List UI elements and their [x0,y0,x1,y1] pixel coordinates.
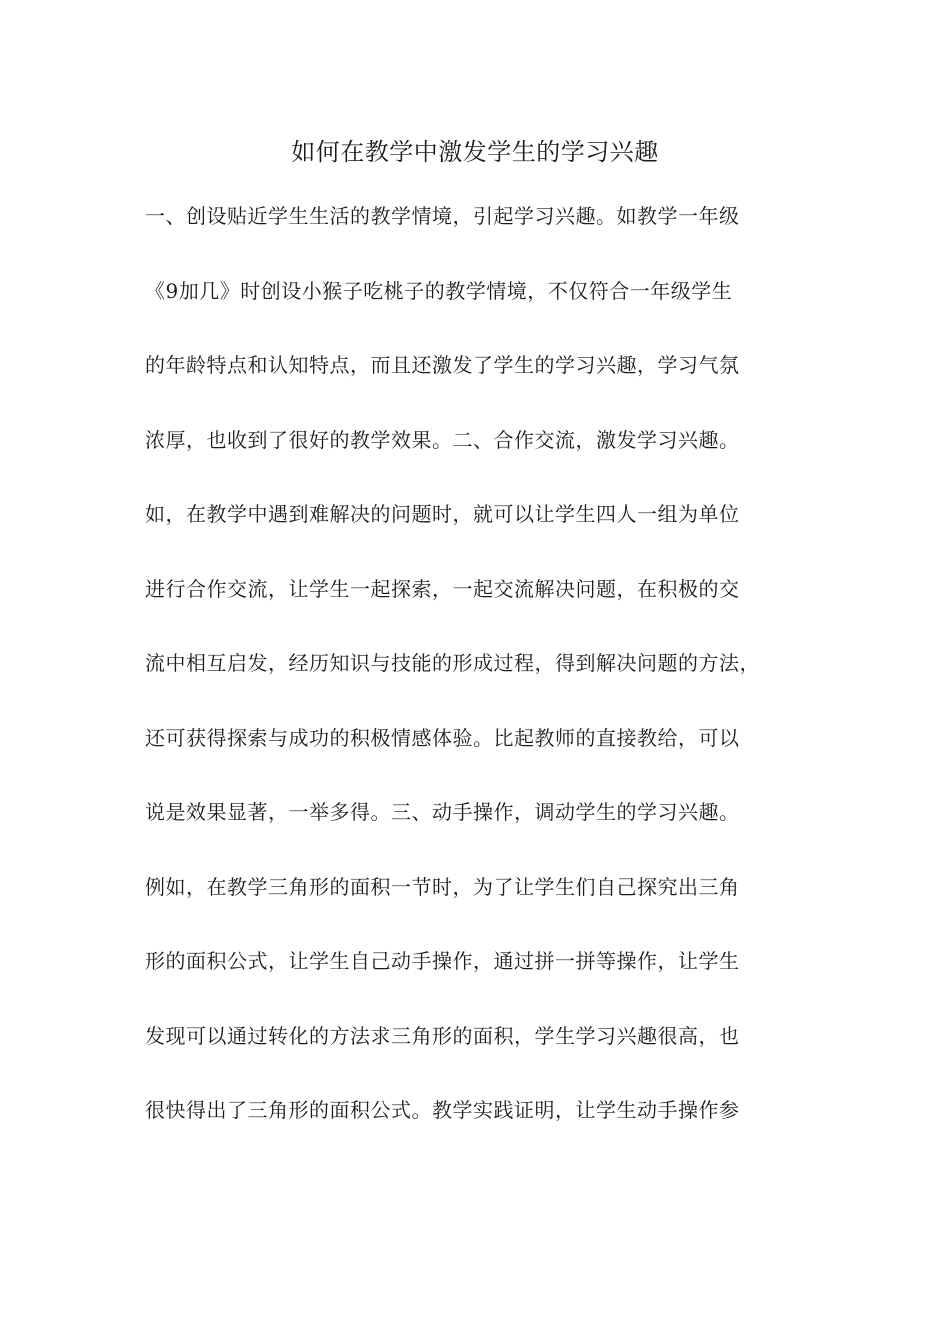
body-line: 浓厚，也收到了很好的教学效果。二、合作交流，激发学习兴趣。 [145,427,740,452]
body-line: 流中相互启发，经历知识与技能的形成过程，得到解决问题的方法， [145,651,760,675]
body-line: 还可获得探索与成功的积极情感体验。比起教师的直接教给，可以 [145,725,740,750]
body-line: 一、创设贴近学生生活的教学情境，引起学习兴趣。如教学一年级 [145,204,740,228]
document-body [145,196,815,1165]
body-line: 例如，在教学三角形的面积一节时，为了让学生们自己探究出三角 [145,874,740,899]
body-line: 如，在教学中遇到难解决的问题时，就可以让学生四人一组为单位 [145,502,740,526]
body-line: 很快得出了三角形的面积公式。教学实践证明，让学生动手操作参 [145,1098,740,1122]
body-line: 《9加几》时创设小猴子吃桃子的教学情境，不仅符合一年级学生 [145,278,733,303]
body-line: 进行合作交流，让学生一起探索，一起交流解决问题，在积极的交 [145,576,740,601]
body-line: 的年龄特点和认知特点，而且还激发了学生的学习兴趣，学习气氛 [145,353,740,377]
document-title: 如何在教学中激发学生的学习兴趣 [291,138,659,166]
body-line: 发现可以通过转化的方法求三角形的面积，学生学习兴趣很高，也 [145,1023,740,1048]
body-line: 形的面积公式，让学生自己动手操作，通过拼一拼等操作，让学生 [145,949,740,973]
body-line: 说是效果显著，一举多得。三、动手操作，调动学生的学习兴趣。 [145,800,740,824]
